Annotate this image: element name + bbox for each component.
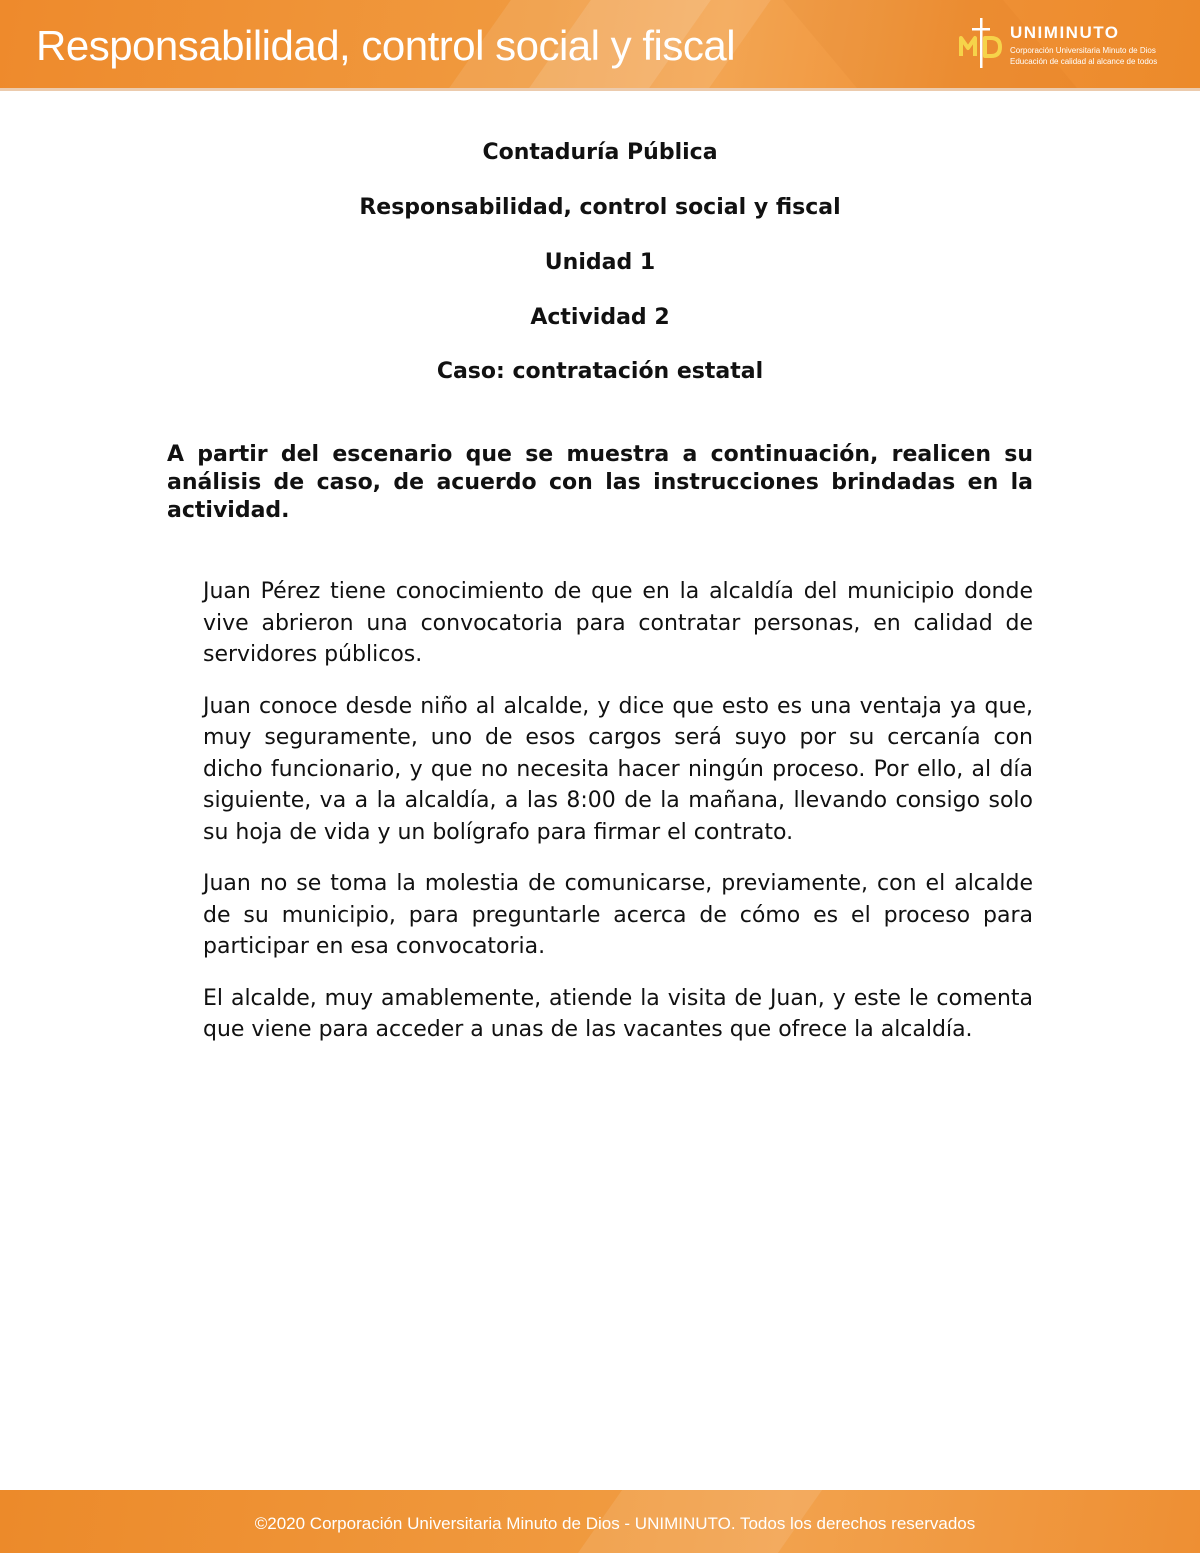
footer-band — [0, 1490, 1200, 1553]
uniminuto-logo-icon — [958, 16, 1004, 72]
case-title: Caso: contratación estatal — [436, 359, 764, 384]
case-paragraph: Juan Pérez tiene conocimiento de que en la alcaldía del municipio donde vive abrieron una convocatoria para contratar personas, en calidad de servidores públicos. — [203, 579, 1033, 667]
instructions-paragraph: A partir del escenario que se muestra a continuación, realicen su análisis de caso, de acuerdo con las instrucciones brindadas en la actividad. — [167, 442, 1033, 523]
header-band — [0, 0, 1200, 88]
case-paragraph: Juan no se toma la molestia de comunicarse, previamente, con el alcalde de su municipio, para preguntarle acerca de cómo es el proceso para participar en esa convocatoria. — [203, 871, 1033, 959]
case-narrative — [203, 576, 1033, 1066]
header-title: Responsabilidad, control social y fiscal — [36, 22, 736, 69]
program-title: Contaduría Pública — [482, 140, 718, 165]
uniminuto-logo — [958, 16, 1158, 72]
footer-copyright: ©2020 Corporación Universitaria Minuto de Dios - UNIMINUTO. Todos los derechos reservados — [254, 1514, 976, 1533]
activity-title: Actividad 2 — [530, 305, 670, 330]
header-divider — [0, 88, 1200, 91]
logo-name: UNIMINUTO — [1010, 23, 1120, 42]
logo-slogan: Educación de calidad al alcance de todos — [1010, 57, 1158, 66]
unit-title: Unidad 1 — [544, 250, 656, 275]
logo-tagline: Corporación Universitaria Minuto de Dios — [1010, 46, 1156, 55]
case-paragraph: El alcalde, muy amablemente, atiende la visita de Juan, y este le comenta que viene para acceder a unas de las vacantes que ofrece la alcaldía. — [203, 985, 1033, 1042]
case-paragraph: Juan conoce desde niño al alcalde, y dice que esto es una ventaja ya que, muy seguramente, uno de esos cargos será suyo por su cercanía con dicho funcionario, y que no necesita hacer ningún proceso. Por ello, al día siguiente, va a la alcaldía, a las 8:00 de la mañana, llevando consigo solo su hoja de vida y un bolígrafo para firmar el contrato. — [203, 693, 1033, 845]
course-title: Responsabilidad, control social y fiscal — [359, 195, 841, 220]
